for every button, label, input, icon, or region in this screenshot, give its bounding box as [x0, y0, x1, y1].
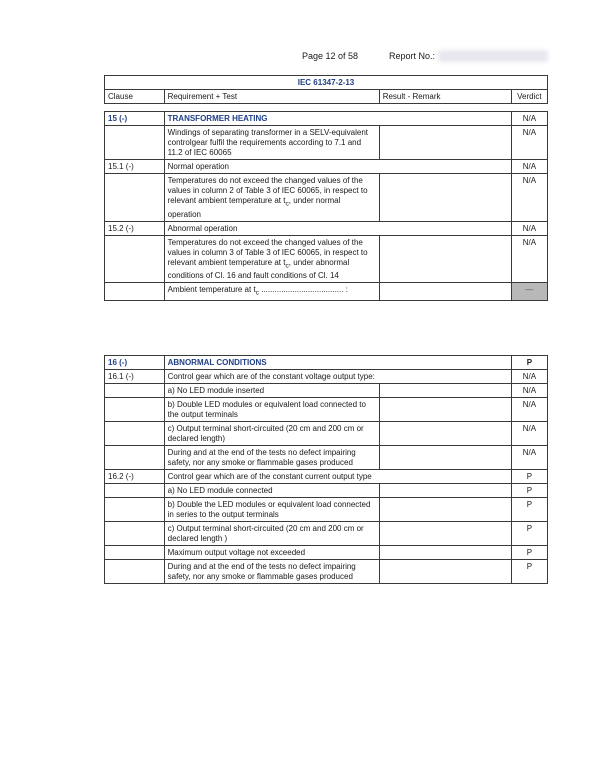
verdict: P	[511, 546, 547, 560]
verdict: N/A	[511, 398, 547, 422]
table-row	[105, 221, 548, 235]
requirement-text: Abnormal operation	[164, 221, 511, 235]
clause-15-table	[104, 75, 548, 301]
table-row	[105, 370, 548, 384]
requirement-text: Temperatures do not exceed the changed values of the values in column 2 of Table 3 of IEC 60065, in respect to relevant ambient temperature at $t_c$, under normal operation	[164, 174, 379, 222]
verdict-15: N/A	[511, 112, 547, 126]
clause-16-1: 16.1 (-)	[105, 370, 165, 384]
requirement-text: Maximum output voltage not exceeded	[164, 546, 379, 560]
requirement-text: During and at the end of the tests no defect impairing safety, nor any smoke or flammable gases produced	[164, 446, 379, 470]
table-row	[105, 560, 548, 584]
col-clause-header: Clause	[105, 90, 165, 104]
requirement-text: a) No LED module connected	[164, 484, 379, 498]
verdict: N/A	[511, 235, 547, 283]
verdict: N/A	[511, 126, 547, 160]
table-row	[105, 283, 548, 301]
verdict: N/A	[511, 446, 547, 470]
clause-15-1: 15.1 (-)	[105, 160, 165, 174]
clause-15-2: 15.2 (-)	[105, 221, 165, 235]
section-15-title: TRANSFORMER HEATING	[164, 112, 511, 126]
page-number: Page 12 of 58	[302, 51, 359, 61]
section-16-heading-row	[105, 356, 548, 370]
redacted-report-number	[438, 50, 548, 62]
table-row	[105, 384, 548, 398]
requirement-text: Windings of separating transformer in a SELV-equivalent controlgear fulfil the requirements according to 7.1 and 11.2 of IEC 60065	[164, 126, 379, 160]
table-row	[105, 470, 548, 484]
table-row	[105, 484, 548, 498]
requirement-text: b) Double the LED modules or equivalent load connected in series to the output terminals	[164, 498, 379, 522]
requirement-text: Normal operation	[164, 160, 511, 174]
verdict: N/A	[511, 370, 547, 384]
page-header	[0, 51, 600, 65]
verdict: N/A	[511, 422, 547, 446]
verdict: N/A	[511, 221, 547, 235]
col-requirement-header: Requirement + Test	[164, 90, 379, 104]
table-row	[105, 398, 548, 422]
requirement-text: c) Output terminal short-circuited (20 cm and 200 cm or declared length )	[164, 522, 379, 546]
col-result-header: Result - Remark	[379, 90, 511, 104]
column-header-row	[105, 90, 548, 104]
verdict: N/A	[511, 384, 547, 398]
clause-16-2: 16.2 (-)	[105, 470, 165, 484]
verdict: P	[511, 470, 547, 484]
requirement-text: During and at the end of the tests no defect impairing safety, nor any smoke or flammable gases produced	[164, 560, 379, 584]
verdict-not-applicable: —	[511, 283, 547, 301]
requirement-text: Temperatures do not exceed the changed values of the values in column 3 of Table 3 of IEC 60065, in respect to relevant ambient temperature at $t_c$, under abnormal conditions of Cl. 16 and fault conditions of Cl. 14	[164, 235, 379, 283]
section-16-title: ABNORMAL CONDITIONS	[164, 356, 511, 370]
clause-15: 15 (-)	[105, 112, 165, 126]
table-row	[105, 174, 548, 222]
report-number-label: Report No.:	[389, 51, 436, 61]
table-row	[105, 160, 548, 174]
section-15-heading-row	[105, 112, 548, 126]
verdict: P	[511, 522, 547, 546]
verdict: P	[511, 498, 547, 522]
requirement-text: Control gear which are of the constant current output type	[164, 470, 511, 484]
table-row	[105, 522, 548, 546]
clause-16: 16 (-)	[105, 356, 165, 370]
requirement-text: c) Output terminal short-circuited (20 cm and 200 cm or declared length)	[164, 422, 379, 446]
verdict: N/A	[511, 174, 547, 222]
table-row	[105, 498, 548, 522]
table-row	[105, 126, 548, 160]
spacer-row	[105, 104, 548, 112]
clause-16-table	[104, 355, 548, 584]
requirement-text: Ambient temperature at $t_c$ ..................................... :	[164, 283, 379, 301]
standard-title: IEC 61347-2-13	[105, 76, 548, 90]
requirement-text: a) No LED module inserted	[164, 384, 379, 398]
standard-row	[105, 76, 548, 90]
table-row	[105, 422, 548, 446]
verdict: N/A	[511, 160, 547, 174]
requirement-text: b) Double LED modules or equivalent load connected to the output terminals	[164, 398, 379, 422]
table-row	[105, 546, 548, 560]
requirement-text: Control gear which are of the constant voltage output type:	[164, 370, 511, 384]
verdict-16: P	[511, 356, 547, 370]
col-verdict-header: Verdict	[511, 90, 547, 104]
verdict: P	[511, 560, 547, 584]
table-row	[105, 446, 548, 470]
verdict: P	[511, 484, 547, 498]
table-row	[105, 235, 548, 283]
